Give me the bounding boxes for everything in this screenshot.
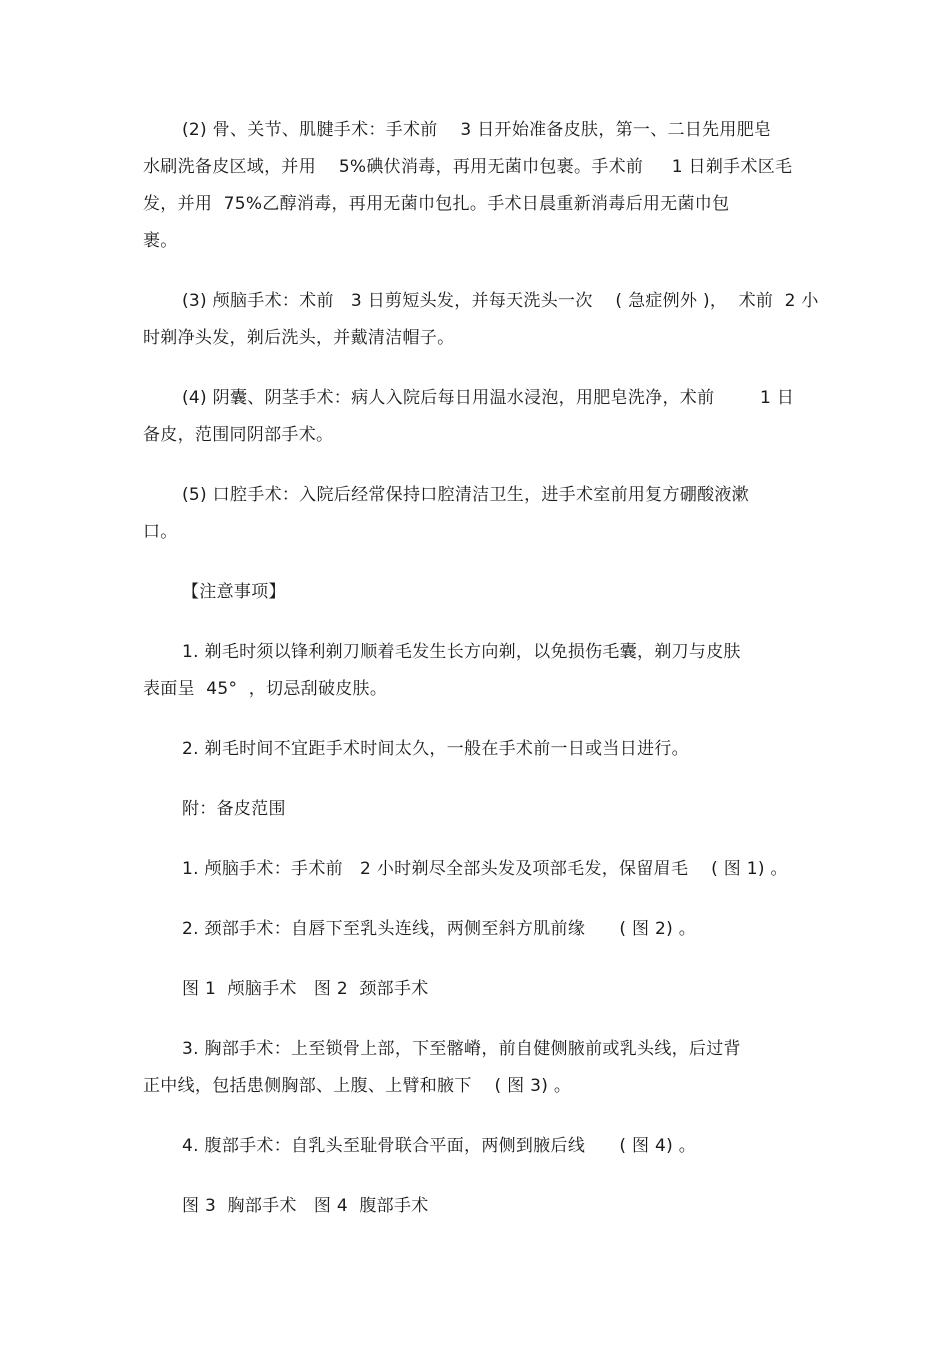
appendix-heading: 附：备皮范围 [182, 799, 286, 819]
appendix-item-2: 2. 颈部手术：自唇下至乳头连线，两侧至斜方肌前缘 ( 图 2) 。 [182, 919, 697, 939]
note-1-line-1: 1. 剃毛时须以锋利剃刀顺着毛发生长方向剃，以免损伤毛囊，剃刀与皮肤 [182, 642, 741, 662]
note-2: 2. 剃毛时间不宜距手术时间太久，一般在手术前一日或当日进行。 [182, 739, 689, 759]
paragraph-4-line-1: (4) 阴囊、阴茎手术：病人入院后每日用温水浸泡，用肥皂洗净，术前 1 日 [182, 388, 795, 408]
figure-caption-3-4: 图 3 胸部手术 图 4 腹部手术 [182, 1196, 429, 1216]
note-1-line-2: 表面呈 45° ，切忌刮破皮肤。 [143, 679, 388, 699]
appendix-item-3-line-2: 正中线，包括患侧胸部、上腹、上臂和腋下 ( 图 3) 。 [143, 1076, 572, 1096]
paragraph-3-line-2: 时剃净头发，剃后洗头，并戴清洁帽子。 [143, 328, 455, 348]
paragraph-5-line-1: (5) 口腔手术：入院后经常保持口腔清洁卫生，进手术室前用复方硼酸液漱 [182, 485, 749, 505]
paragraph-2-line-4: 裹。 [143, 231, 178, 251]
appendix-item-3-line-1: 3. 胸部手术：上至锁骨上部，下至髂嵴，前自健侧腋前或乳头线，后过背 [182, 1039, 741, 1059]
paragraph-2-line-3: 发，并用 75%乙醇消毒，再用无菌巾包扎。手术日晨重新消毒后用无菌巾包 [143, 194, 730, 214]
figure-caption-1-2: 图 1 颅脑手术 图 2 颈部手术 [182, 979, 429, 999]
notes-heading: 【注意事项】 [182, 582, 286, 602]
appendix-item-1: 1. 颅脑手术：手术前 2 小时剃尽全部头发及项部毛发，保留眉毛 ( 图 1) 。 [182, 859, 788, 879]
paragraph-5-line-2: 口。 [143, 522, 178, 542]
paragraph-3-line-1: (3) 颅脑手术：术前 3 日剪短头发，并每天洗头一次 ( 急症例外 )， 术前 2 小 [182, 291, 819, 311]
paragraph-4-line-2: 备皮，范围同阴部手术。 [143, 425, 334, 445]
appendix-item-4: 4. 腹部手术：自乳头至耻骨联合平面，两侧到腋后线 ( 图 4) 。 [182, 1136, 697, 1156]
paragraph-2-line-2: 水刷洗备皮区域，并用 5%碘伏消毒，再用无菌巾包裹。手术前 1 日剃手术区毛 [143, 157, 793, 177]
paragraph-2-line-1: (2) 骨、关节、肌腱手术：手术前 3 日开始准备皮肤，第一、二日先用肥皂 [182, 120, 772, 140]
